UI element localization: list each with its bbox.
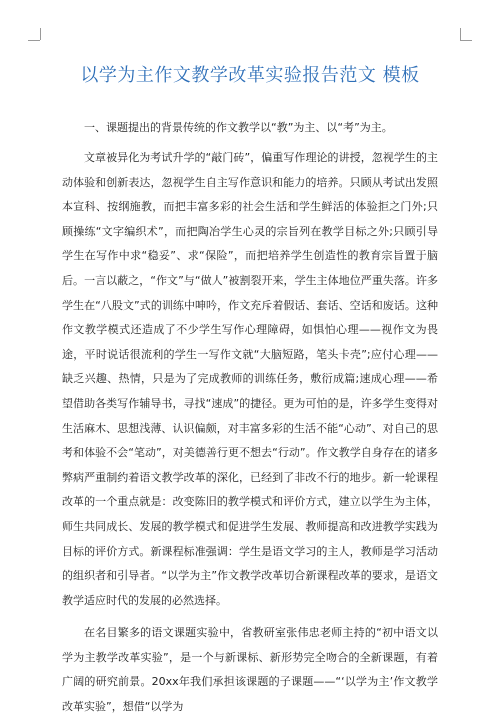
crop-mark-top-right-vertical bbox=[460, 28, 461, 40]
body-paragraph-2: 在名目繁多的语文课题实验中，省教研室张伟忠老师主持的“初中语文以学为主教学改革实验”，是一个与新课标、新形势完全吻合的全新课题，有着广阔的研究前景。20xx年我们承担该课题的子课题——“‘以学为主’作文教学改革实验”，想借“以学为 bbox=[62, 626, 438, 714]
section-heading: 一、课题提出的背景传统的作文教学以“教”为主、以“考”为主。 bbox=[84, 121, 393, 134]
crop-mark-top-left-vertical bbox=[40, 28, 41, 40]
crop-mark-top-right-horizontal bbox=[460, 40, 472, 41]
document-body bbox=[62, 117, 438, 728]
crop-mark-top-left-horizontal bbox=[28, 40, 40, 41]
body-paragraph-1: 文章被异化为考试升学的“敲门砖”，偏重写作理论的讲授，忽视学生的主动体验和创新表达，忽视学生自主写作意识和能力的培养。只顾从考试出发照本宣科、按纲施教，而把丰富多彩的社会生活和学生鲜活的体验拒之门外;只顾操练“文字编织术”，而把陶冶学生心灵的宗旨列在教学目标之外;只顾引导学生在写作中求“稳妥”、求“保险”，而把培养学生创造性的教育宗旨置于脑后。一言以蔽之，“作文”与“做人”被割裂开来，学生主体地位严重失落。许多学生在“八股文”式的训练中呻吟，作文充斥着假话、套话、空话和废话。这种作文教学模式还造成了不少学生写作心理障碍，如惧怕心理——视作文为畏途，平时说话很流利的学生一写作文就“大脑短路，笔头卡壳”;应付心理——缺乏兴趣、热情，只是为了完成教师的训练任务，敷衍成篇;速成心理——希望借助各类写作辅导书，寻找“速成”的捷径。更为可怕的是，许多学生变得对生活麻木、思想浅薄、认识偏颇，对丰富多彩的生活不能“心动”、对自己的思考和体验不会“笔动”，对美德善行更不想去“行动”。作文教学自身存在的诸多弊病严重制约着语文教学改革的深化，已经到了非改不行的地步。新一轮课程改革的一个重点就是：改变陈旧的教学模式和评价方式，建立以学生为主体，师生共同成长、发展的教学模式和促进学生发展、教师提高和改进教学实践为目标的评价方式。新课程标准强调：学生是语文学习的主人，教师是学习活动的组织者和引导者。“以学为主”作文教学改革切合新课程改革的要求，是语文教学适应时代的发展的必然选择。 bbox=[62, 151, 438, 607]
document-title: 以学为主作文教学改革实验报告范文 模板 bbox=[80, 65, 420, 86]
